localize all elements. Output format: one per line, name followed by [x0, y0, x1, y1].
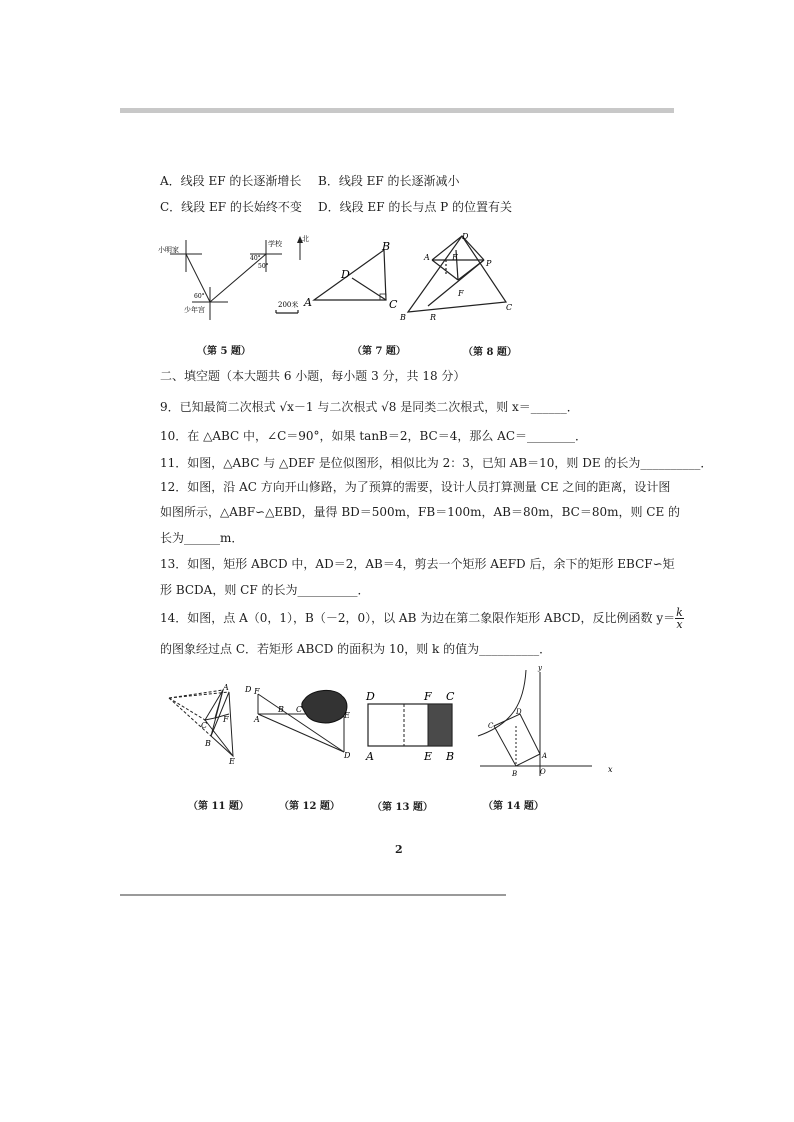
caption-fig5: （第 5 题） — [197, 346, 251, 357]
fig7-scale: 200米 — [278, 301, 299, 309]
fig12-E: E — [344, 711, 350, 720]
fig11-D: D — [245, 685, 252, 694]
question-9: 9．已知最简二次根式 √x－1 与二次根式 √8 是同类二次根式，则 x＝______． — [160, 400, 579, 414]
fig14-x: x — [608, 765, 613, 774]
fraction-numerator: k — [676, 606, 683, 619]
section-2-heading: 二、填空题（本大题共 6 小题，每小题 3 分，共 18 分） — [160, 369, 466, 383]
question-12-line2: 如图所示，△ABF∽△EBD，量得 BD＝500m，FB＝100m，AB＝80m，BC＝80m，则 CE 的 — [160, 505, 681, 519]
page-number: 2 — [395, 843, 403, 856]
fig13-B: B — [446, 750, 455, 763]
question-14-line1 — [160, 607, 684, 630]
caption-fig12: （第 12 题） — [279, 801, 340, 812]
caption-fig7: （第 7 题） — [352, 346, 406, 357]
fig14-y: y — [538, 664, 542, 672]
option-c: C．线段 EF 的长始终不变 — [160, 200, 302, 214]
caption-fig11: （第 11 题） — [188, 801, 249, 812]
question-12-line3: 长为______m． — [160, 531, 244, 545]
label-home: 小明家 — [158, 246, 179, 254]
question-13-line2: 形 BCDA，则 CF 的长为__________． — [160, 583, 370, 597]
angle-50: 50° — [258, 263, 269, 270]
fig8-C: C — [506, 303, 513, 312]
fig8-B: B — [400, 313, 406, 322]
fig7-D: D — [341, 268, 350, 281]
figure-8 — [398, 230, 518, 325]
label-school: 学校 — [268, 240, 282, 248]
top-rule — [120, 108, 674, 113]
fig14-A: A — [542, 752, 548, 760]
caption-fig8: （第 8 题） — [463, 347, 517, 358]
caption-fig13: （第 13 题） — [372, 802, 433, 813]
fig7-B: B — [382, 240, 391, 253]
fraction-k-over-x — [675, 607, 684, 630]
fig14-B: B — [512, 770, 518, 778]
fig14-C: C — [488, 722, 494, 730]
label-north: 北 — [302, 235, 309, 243]
option-a: A．线段 EF 的长逐渐增长 — [160, 174, 302, 188]
option-b: B．线段 EF 的长逐渐减小 — [318, 174, 460, 188]
fig12-A: A — [254, 715, 260, 724]
fraction-denominator: x — [676, 618, 683, 631]
figure-13 — [360, 688, 460, 766]
fig13-A: A — [366, 750, 374, 763]
question-12-line1: 12．如图，沿 AC 方向开山修路，为了预算的需要，设计人员打算测量 CE 之间的距离，设计图 — [160, 480, 671, 494]
figure-7 — [272, 238, 402, 318]
fig8-A: A — [424, 253, 430, 262]
fig12-B: B — [278, 705, 284, 714]
fig7-C: C — [389, 298, 398, 311]
fig8-F: F — [458, 289, 464, 298]
angle-60: 60° — [194, 293, 205, 300]
fig14-O: O — [540, 768, 546, 776]
fig11-B: B — [205, 739, 211, 748]
fig12-F: F — [254, 687, 260, 696]
fig14-D: D — [516, 708, 522, 716]
question-14-text: 14．如图，点 A（0，1），B（－2，0），以 AB 为边在第二象限作矩形 ABCD，反比例函数 y＝ — [160, 611, 676, 625]
angle-40: 40° — [250, 255, 261, 262]
fig8-R: R — [430, 313, 437, 322]
fig12-C: C — [296, 705, 303, 714]
question-11: 11．如图，△ABC 与 △DEF 是位似图形，相似比为 2：3，已知 AB＝10，则 DE 的长为__________． — [160, 456, 713, 470]
figure-12 — [252, 686, 362, 761]
fig13-E: E — [424, 750, 433, 763]
fig11-C: C — [201, 721, 208, 730]
option-d: D．线段 EF 的长与点 P 的位置有关 — [318, 200, 513, 214]
fig8-P: P — [486, 259, 492, 268]
fig11-F: F — [223, 715, 229, 724]
fig7-A: A — [304, 296, 312, 309]
question-10: 10．在 △ABC 中，∠C＝90°，如果 tanB＝2，BC＝4，那么 AC＝________． — [160, 429, 588, 443]
label-palace: 少年宫 — [184, 306, 205, 314]
fig13-C: C — [446, 690, 455, 703]
caption-fig14: （第 14 题） — [483, 801, 544, 812]
fig8-E: E — [452, 253, 458, 262]
fig8-D: D — [462, 232, 469, 241]
fig11-E: E — [229, 757, 235, 766]
figure-14 — [472, 664, 622, 780]
fig13-F: F — [424, 690, 432, 703]
bottom-rule — [120, 894, 506, 896]
question-13-line1: 13．如图，矩形 ABCD 中，AD＝2，AB＝4，剪去一个矩形 AEFD 后，余下的矩形 EBCF∽矩 — [160, 557, 675, 571]
figure-11 — [165, 680, 265, 770]
question-14-line2: 的图象经过点 C．若矩形 ABCD 的面积为 10，则 k 的值为__________． — [160, 642, 552, 656]
fig12-D: D — [344, 751, 351, 760]
fig13-D: D — [366, 690, 375, 703]
fig11-A: A — [223, 683, 229, 692]
